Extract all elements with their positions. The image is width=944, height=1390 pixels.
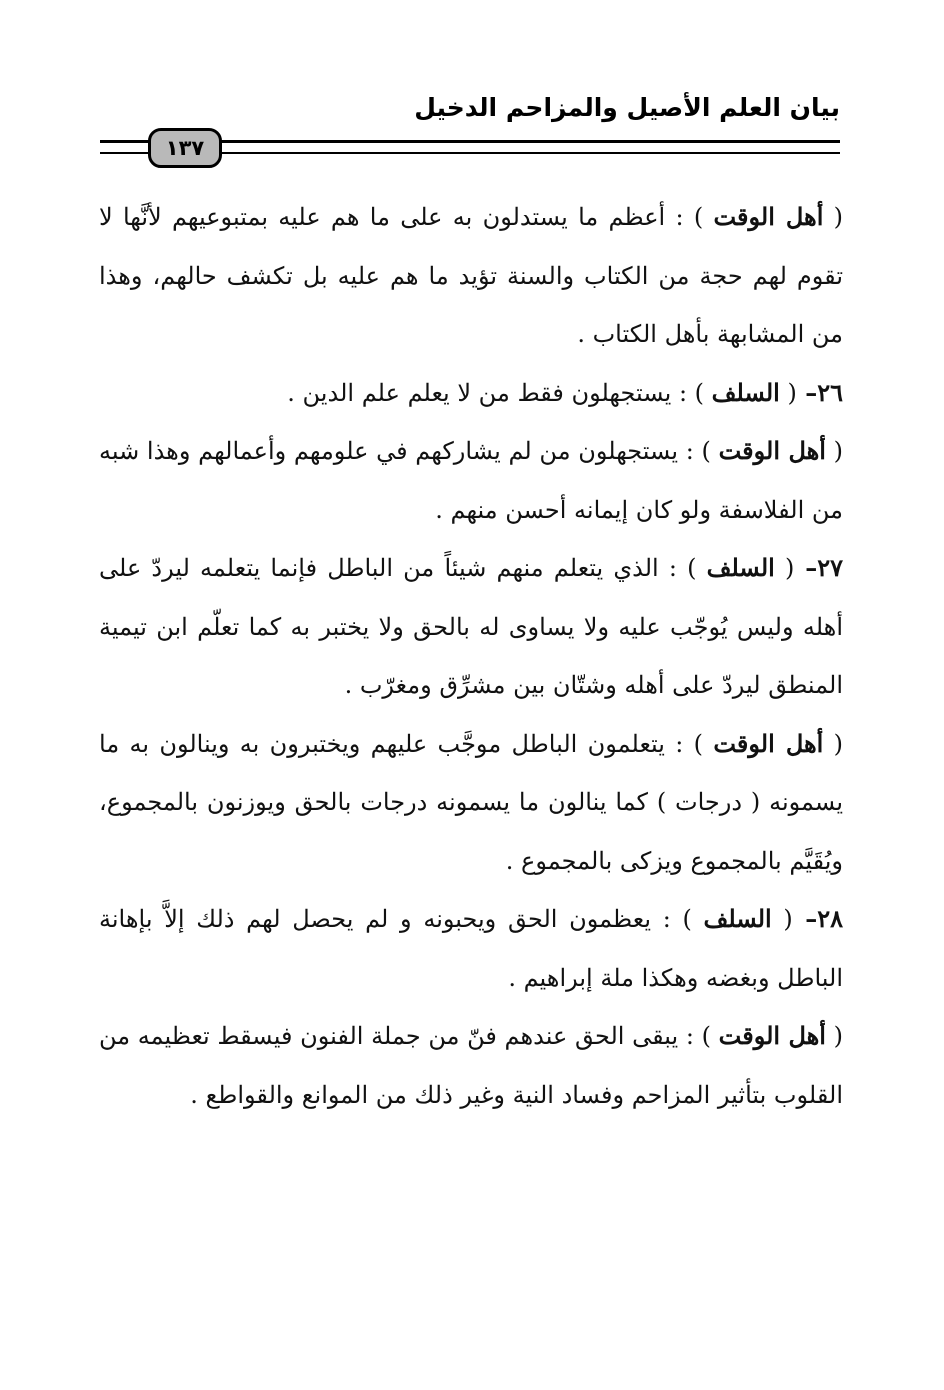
open-paren: ( [779, 378, 797, 407]
open-paren: ( [823, 729, 844, 758]
paragraph-ahl-alwaqt [99, 715, 843, 891]
body-text [99, 188, 843, 1124]
paragraph-text: الذي يتعلم منهم شيئاً من الباطل فإنما يتعلمه ليردّ على أهله وليس يُوجّب عليه ولا يساوى له بالحق ولا يختبر به كما تعلّم ابن تيمية المنطق ليردّ على أهله وشتّان بين مشرِّق ومغرّب . [99, 554, 843, 699]
open-paren: ( [825, 1022, 843, 1050]
paragraph-text: يستجهلون من لم يشاركهم في علومهم وأعمالهم وهذا شبه من الفلاسفة ولو كان إيمانه أحسن منهم . [99, 437, 843, 524]
running-header-title: بيان العلم الأصيل والمزاحم الدخيل [414, 93, 840, 122]
speaker-label: السلف [711, 377, 780, 407]
open-paren: ( [774, 554, 795, 582]
speaker-label: أهل الوقت [718, 1021, 826, 1050]
paragraph-salaf [99, 364, 843, 423]
paragraph-text: يستجهلون فقط من لا يعلم علم الدين . [287, 378, 672, 407]
close-paren: ) : [658, 554, 707, 582]
close-paren: ) : [678, 437, 719, 465]
item-number: ٢٨– [792, 904, 843, 933]
open-paren: ( [771, 905, 793, 933]
page-number-badge: ١٣٧ [148, 128, 222, 168]
paragraph-ahl-alwaqt [99, 1007, 843, 1124]
paragraph-text: أعظم ما يستدلون به على ما هم عليه بمتبوعيهم لأنَّها لا تقوم لهم حجة من الكتاب والسنة تؤيد ما هم عليه بل تكشف حالهم، وهذا من المشابهة بأهل الكتاب . [99, 203, 844, 348]
paragraph-text: يتعلمون الباطل موجَّب عليهم ويختبرون به وينالون به ما يسمونه ( درجات ) كما ينالون ما يسمونه درجات بالحق ويوزنون بالمجموع، ويُقَيَّم بالمجموع ويزكى بالمجموع . [99, 729, 843, 875]
open-paren: ( [823, 203, 844, 231]
paragraph-ahl-alwaqt [99, 422, 843, 539]
close-paren: ) : [678, 1022, 719, 1050]
speaker-label: السلف [703, 904, 772, 933]
paragraph-salaf [99, 890, 843, 1007]
speaker-label: أهل الوقت [718, 436, 826, 465]
speaker-label: السلف [706, 553, 775, 582]
speaker-label: أهل الوقت [713, 728, 824, 758]
close-paren: ) : [664, 729, 714, 758]
speaker-label: أهل الوقت [713, 202, 824, 231]
item-number: ٢٦– [796, 377, 843, 407]
paragraph-text: يعظمون الحق ويحبونه و لم يحصل لهم ذلك إلاَّ بإهانة الباطل وبغضه وهكذا ملة إبراهيم . [99, 905, 843, 992]
close-paren: ) : [671, 378, 712, 407]
paragraph-text: يبقى الحق عندهم فنّ من جملة الفنون فيسقط تعظيمه من القلوب بتأثير المزاحم وفساد النية وغير ذلك من الموانع والقواطع . [99, 1022, 843, 1109]
paragraph-ahl-alwaqt [99, 188, 843, 364]
close-paren: ) : [651, 905, 704, 933]
open-paren: ( [825, 437, 844, 465]
paragraph-salaf [99, 539, 843, 715]
close-paren: ) : [665, 203, 714, 231]
item-number: ٢٧– [794, 553, 843, 582]
